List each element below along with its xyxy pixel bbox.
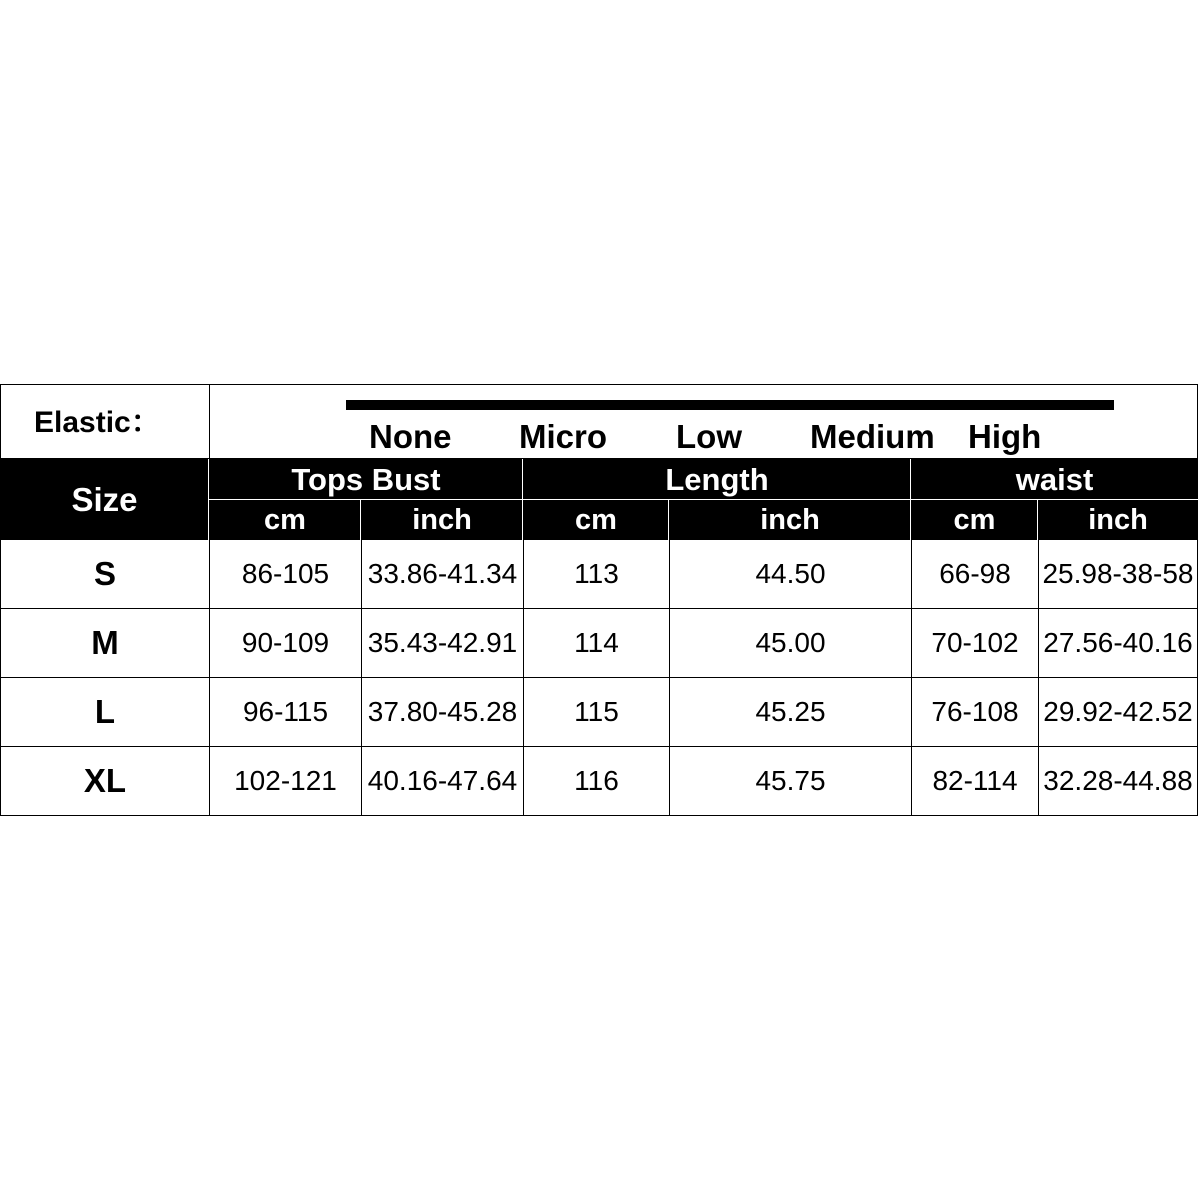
unit-header-waist-inch: inch [1088, 504, 1148, 536]
bust-cm-cell: 96-115 [210, 678, 362, 746]
size-chart [0, 384, 1199, 814]
length-cm-cell: 114 [524, 609, 670, 677]
unit-header-bust-cm: cm [264, 504, 306, 536]
header-divider [209, 499, 1198, 500]
unit-header-bust-inch: inch [412, 504, 472, 536]
header-divider [668, 499, 669, 540]
waist-inch-cell: 32.28-44.88 [1043, 765, 1193, 796]
elastic-level-micro: Micro [519, 418, 608, 455]
header-divider [360, 499, 361, 540]
unit-header-length-inch: inch [760, 504, 820, 536]
size-cell: XL [1, 747, 210, 815]
bust-cm-cell: 90-109 [210, 609, 362, 677]
group-header-tops-bust: Tops Bust [291, 462, 441, 497]
length-inch-cell: 45.25 [670, 678, 912, 746]
length-cm-cell: 115 [524, 678, 670, 746]
elastic-row [0, 384, 1198, 459]
table-header [0, 459, 1198, 540]
size-column-header: Size [71, 481, 138, 518]
size-cell: M [1, 609, 210, 677]
waist-inch-cell: 27.56-40.16 [1043, 627, 1193, 658]
bust-cm-cell: 86-105 [210, 540, 362, 608]
waist-inch-cell: 25.98-38-58 [1042, 558, 1194, 589]
waist-cm-cell: 66-98 [912, 540, 1039, 608]
waist-cm-cell: 76-108 [912, 678, 1039, 746]
waist-inch-cell: 29.92-42.52 [1043, 696, 1193, 727]
elastic-label: Elastic： [1, 385, 210, 460]
group-header-waist: waist [1015, 462, 1094, 497]
bust-inch-cell: 33.86-41.34 [362, 540, 524, 608]
length-cm-cell: 116 [524, 747, 670, 815]
size-cell: S [1, 540, 210, 608]
bust-inch-cell: 40.16-47.64 [362, 747, 524, 815]
table-row [0, 747, 1198, 816]
unit-header-waist-cm: cm [953, 504, 996, 536]
bust-inch-cell: 37.80-45.28 [362, 678, 524, 746]
group-header-length: Length [665, 462, 769, 497]
size-cell: L [1, 678, 210, 746]
waist-cm-cell: 70-102 [912, 609, 1039, 677]
bust-cm-cell: 102-121 [210, 747, 362, 815]
elastic-level-low: Low [676, 418, 742, 455]
length-cm-cell: 113 [524, 540, 670, 608]
bust-inch-cell: 35.43-42.91 [362, 609, 524, 677]
length-inch-cell: 45.75 [670, 747, 912, 815]
table-row [0, 540, 1198, 609]
waist-cm-cell: 82-114 [912, 747, 1039, 815]
unit-header-length-cm: cm [575, 504, 617, 536]
table-row [0, 609, 1198, 678]
elastic-level-medium: Medium [810, 418, 935, 455]
elastic-level-high: High [968, 418, 1042, 455]
table-row [0, 678, 1198, 747]
elastic-indicator-bar [346, 400, 1114, 410]
elastic-level-none: None [369, 418, 452, 455]
header-divider [1037, 499, 1038, 540]
length-inch-cell: 45.00 [670, 609, 912, 677]
length-inch-cell: 44.50 [670, 540, 912, 608]
